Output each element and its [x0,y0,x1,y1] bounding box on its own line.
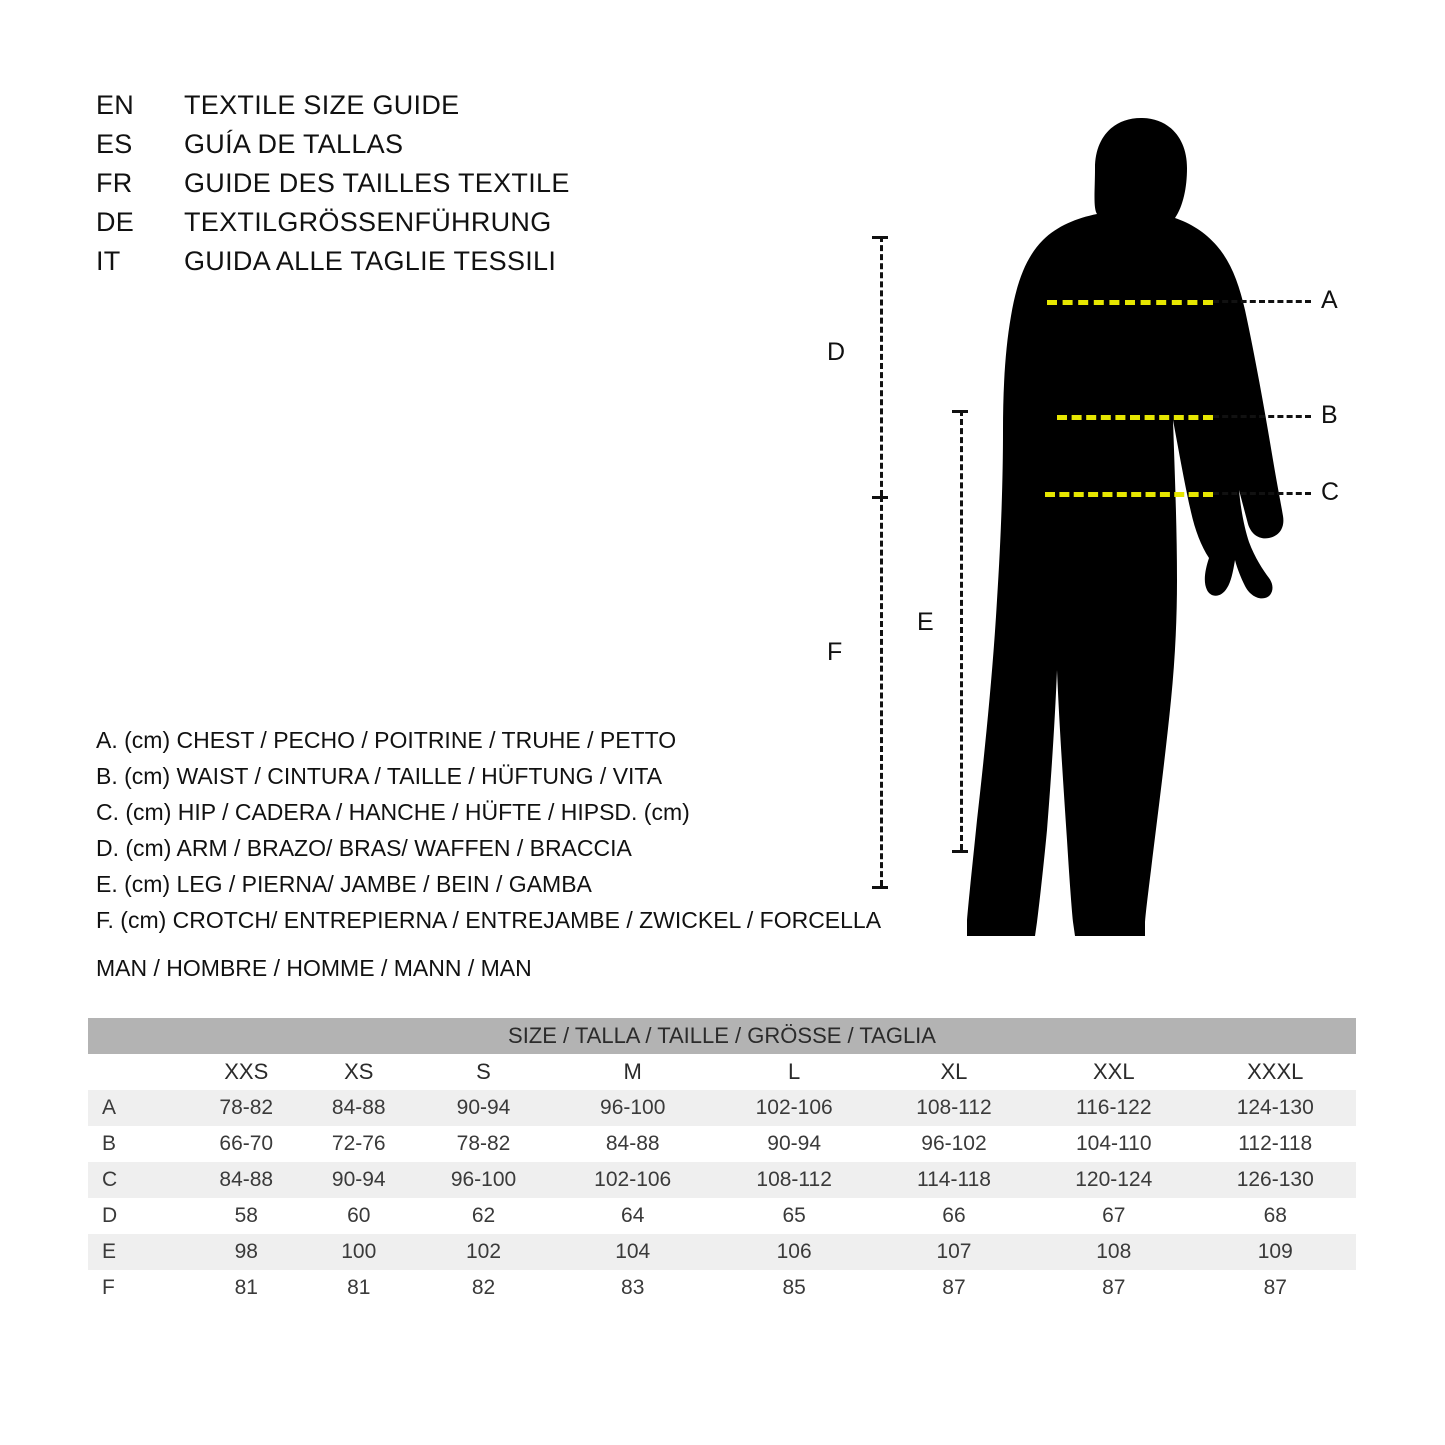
size-header-xl: XL [875,1054,1033,1090]
row-label-c: C [88,1162,190,1198]
cell-b-m: 84-88 [552,1126,713,1162]
legend-item-b: B. (cm) WAIST / CINTURA / TAILLE / HÜFTUNG / VITA [96,763,663,789]
cell-b-l: 90-94 [713,1126,874,1162]
cell-e-xs: 100 [303,1234,416,1270]
marker-c: C [1321,478,1340,506]
title-row-es [96,129,716,168]
figure-diagram [827,60,1405,960]
cell-c-xxs: 84-88 [190,1162,303,1198]
measurement-legend [96,722,896,938]
arm-dimension-line [880,236,883,496]
cell-e-m: 104 [552,1234,713,1270]
cell-e-xl: 107 [875,1234,1033,1270]
cell-d-l: 65 [713,1198,874,1234]
title-lang-it: IT [96,246,121,276]
chest-measure-line [1047,300,1213,305]
cell-c-s: 96-100 [415,1162,552,1198]
legend-item-d: D. (cm) ARM / BRAZO/ BRAS/ WAFFEN / BRACCIA [96,835,632,861]
cell-f-l: 85 [713,1270,874,1306]
title-lang-de: DE [96,207,135,237]
cell-e-xxs: 98 [190,1234,303,1270]
row-label-a: A [88,1090,190,1126]
crotch-dimension-tick-bottom [872,886,888,889]
arm-dimension-tick-top [872,236,888,239]
cell-c-xxl: 120-124 [1033,1162,1194,1198]
title-text-en: TEXTILE SIZE GUIDE [184,90,460,120]
cell-e-xxxl: 109 [1194,1234,1356,1270]
cell-a-m: 96-100 [552,1090,713,1126]
cell-d-xs: 60 [303,1198,416,1234]
title-row-it [96,246,716,285]
legend-item-e: E. (cm) LEG / PIERNA/ JAMBE / BEIN / GAMBA [96,871,592,897]
size-header-m: M [552,1054,713,1090]
cell-c-l: 108-112 [713,1162,874,1198]
row-label-b: B [88,1126,190,1162]
size-header-xs: XS [303,1054,416,1090]
cell-c-m: 102-106 [552,1162,713,1198]
table-row [88,1270,1356,1306]
marker-a: A [1321,286,1338,314]
waist-measure-line [1057,415,1213,420]
cell-d-s: 62 [415,1198,552,1234]
crotch-dimension-line [880,496,883,886]
cell-b-xxs: 66-70 [190,1126,303,1162]
row-label-e: E [88,1234,190,1270]
cell-d-xxxl: 68 [1194,1198,1356,1234]
cell-f-xxl: 87 [1033,1270,1194,1306]
legend-item-f: F. (cm) CROTCH/ ENTREPIERNA / ENTREJAMBE / ZWICKEL / FORCELLA [96,907,882,933]
marker-e: E [917,608,934,636]
marker-d: D [827,338,846,366]
size-header-s: S [415,1054,552,1090]
chest-leader-line [1213,300,1311,303]
table-header-band [88,1018,1356,1054]
table-row [88,1198,1356,1234]
cell-d-xxl: 67 [1033,1198,1194,1234]
size-header-xxl: XXL [1033,1054,1194,1090]
cell-a-xxs: 78-82 [190,1090,303,1126]
cell-d-xl: 66 [875,1198,1033,1234]
size-header-l: L [713,1054,874,1090]
title-text-de: TEXTILGRÖSSENFÜHRUNG [184,207,552,237]
cell-a-s: 90-94 [415,1090,552,1126]
row-label-f: F [88,1270,190,1306]
leg-dimension-tick-bottom [952,850,968,853]
cell-b-s: 78-82 [415,1126,552,1162]
size-table-wrap [88,1018,1356,1306]
cell-a-l: 102-106 [713,1090,874,1126]
title-lang-es: ES [96,129,133,159]
marker-f: F [827,638,843,666]
title-lang-fr: FR [96,168,133,198]
table-header-band-label: SIZE / TALLA / TAILLE / GRÖSSE / TAGLIA [88,1018,1356,1054]
cell-f-xxs: 81 [190,1270,303,1306]
cell-a-xxxl: 124-130 [1194,1090,1356,1126]
size-header-xxxl: XXXL [1194,1054,1356,1090]
table-row [88,1126,1356,1162]
table-row [88,1090,1356,1126]
cell-a-xs: 84-88 [303,1090,416,1126]
title-row-de [96,207,716,246]
cell-b-xs: 72-76 [303,1126,416,1162]
legend-item-a: A. (cm) CHEST / PECHO / POITRINE / TRUHE / PETTO [96,727,677,753]
cell-f-xxxl: 87 [1194,1270,1356,1306]
cell-a-xl: 108-112 [875,1090,1033,1126]
leg-dimension-line [960,410,963,850]
cell-e-l: 106 [713,1234,874,1270]
title-text-es: GUÍA DE TALLAS [184,129,404,159]
waist-leader-line [1213,415,1311,418]
title-row-en [96,90,716,129]
cell-b-xxl: 104-110 [1033,1126,1194,1162]
cell-c-xs: 90-94 [303,1162,416,1198]
cell-a-xxl: 116-122 [1033,1090,1194,1126]
title-block [96,90,716,285]
cell-b-xxxl: 112-118 [1194,1126,1356,1162]
leg-dimension-tick-top [952,410,968,413]
cell-c-xxxl: 126-130 [1194,1162,1356,1198]
male-silhouette-icon [845,60,1405,960]
cell-c-xl: 114-118 [875,1162,1033,1198]
row-label-d: D [88,1198,190,1234]
table-sizes-row [88,1054,1356,1090]
table-row [88,1234,1356,1270]
table-row [88,1162,1356,1198]
hip-measure-line [1045,492,1213,497]
title-text-fr: GUIDE DES TAILLES TEXTILE [184,168,570,198]
title-text-it: GUIDA ALLE TAGLIE TESSILI [184,246,557,276]
sizes-row-corner [88,1054,190,1090]
cell-d-m: 64 [552,1198,713,1234]
cell-e-xxl: 108 [1033,1234,1194,1270]
marker-b: B [1321,401,1338,429]
cell-f-xl: 87 [875,1270,1033,1306]
cell-b-xl: 96-102 [875,1126,1033,1162]
cell-f-m: 83 [552,1270,713,1306]
title-row-fr [96,168,716,207]
size-table [88,1018,1356,1306]
cell-f-s: 82 [415,1270,552,1306]
legend-item-c: C. (cm) HIP / CADERA / HANCHE / HÜFTE / HIPSD. (cm) [96,799,690,825]
title-lang-en: EN [96,90,135,120]
cell-e-s: 102 [415,1234,552,1270]
hip-leader-line [1213,492,1311,495]
cell-f-xs: 81 [303,1270,416,1306]
size-header-xxs: XXS [190,1054,303,1090]
cell-d-xxs: 58 [190,1198,303,1234]
gender-label: MAN / HOMBRE / HOMME / MANN / MAN [96,955,532,981]
